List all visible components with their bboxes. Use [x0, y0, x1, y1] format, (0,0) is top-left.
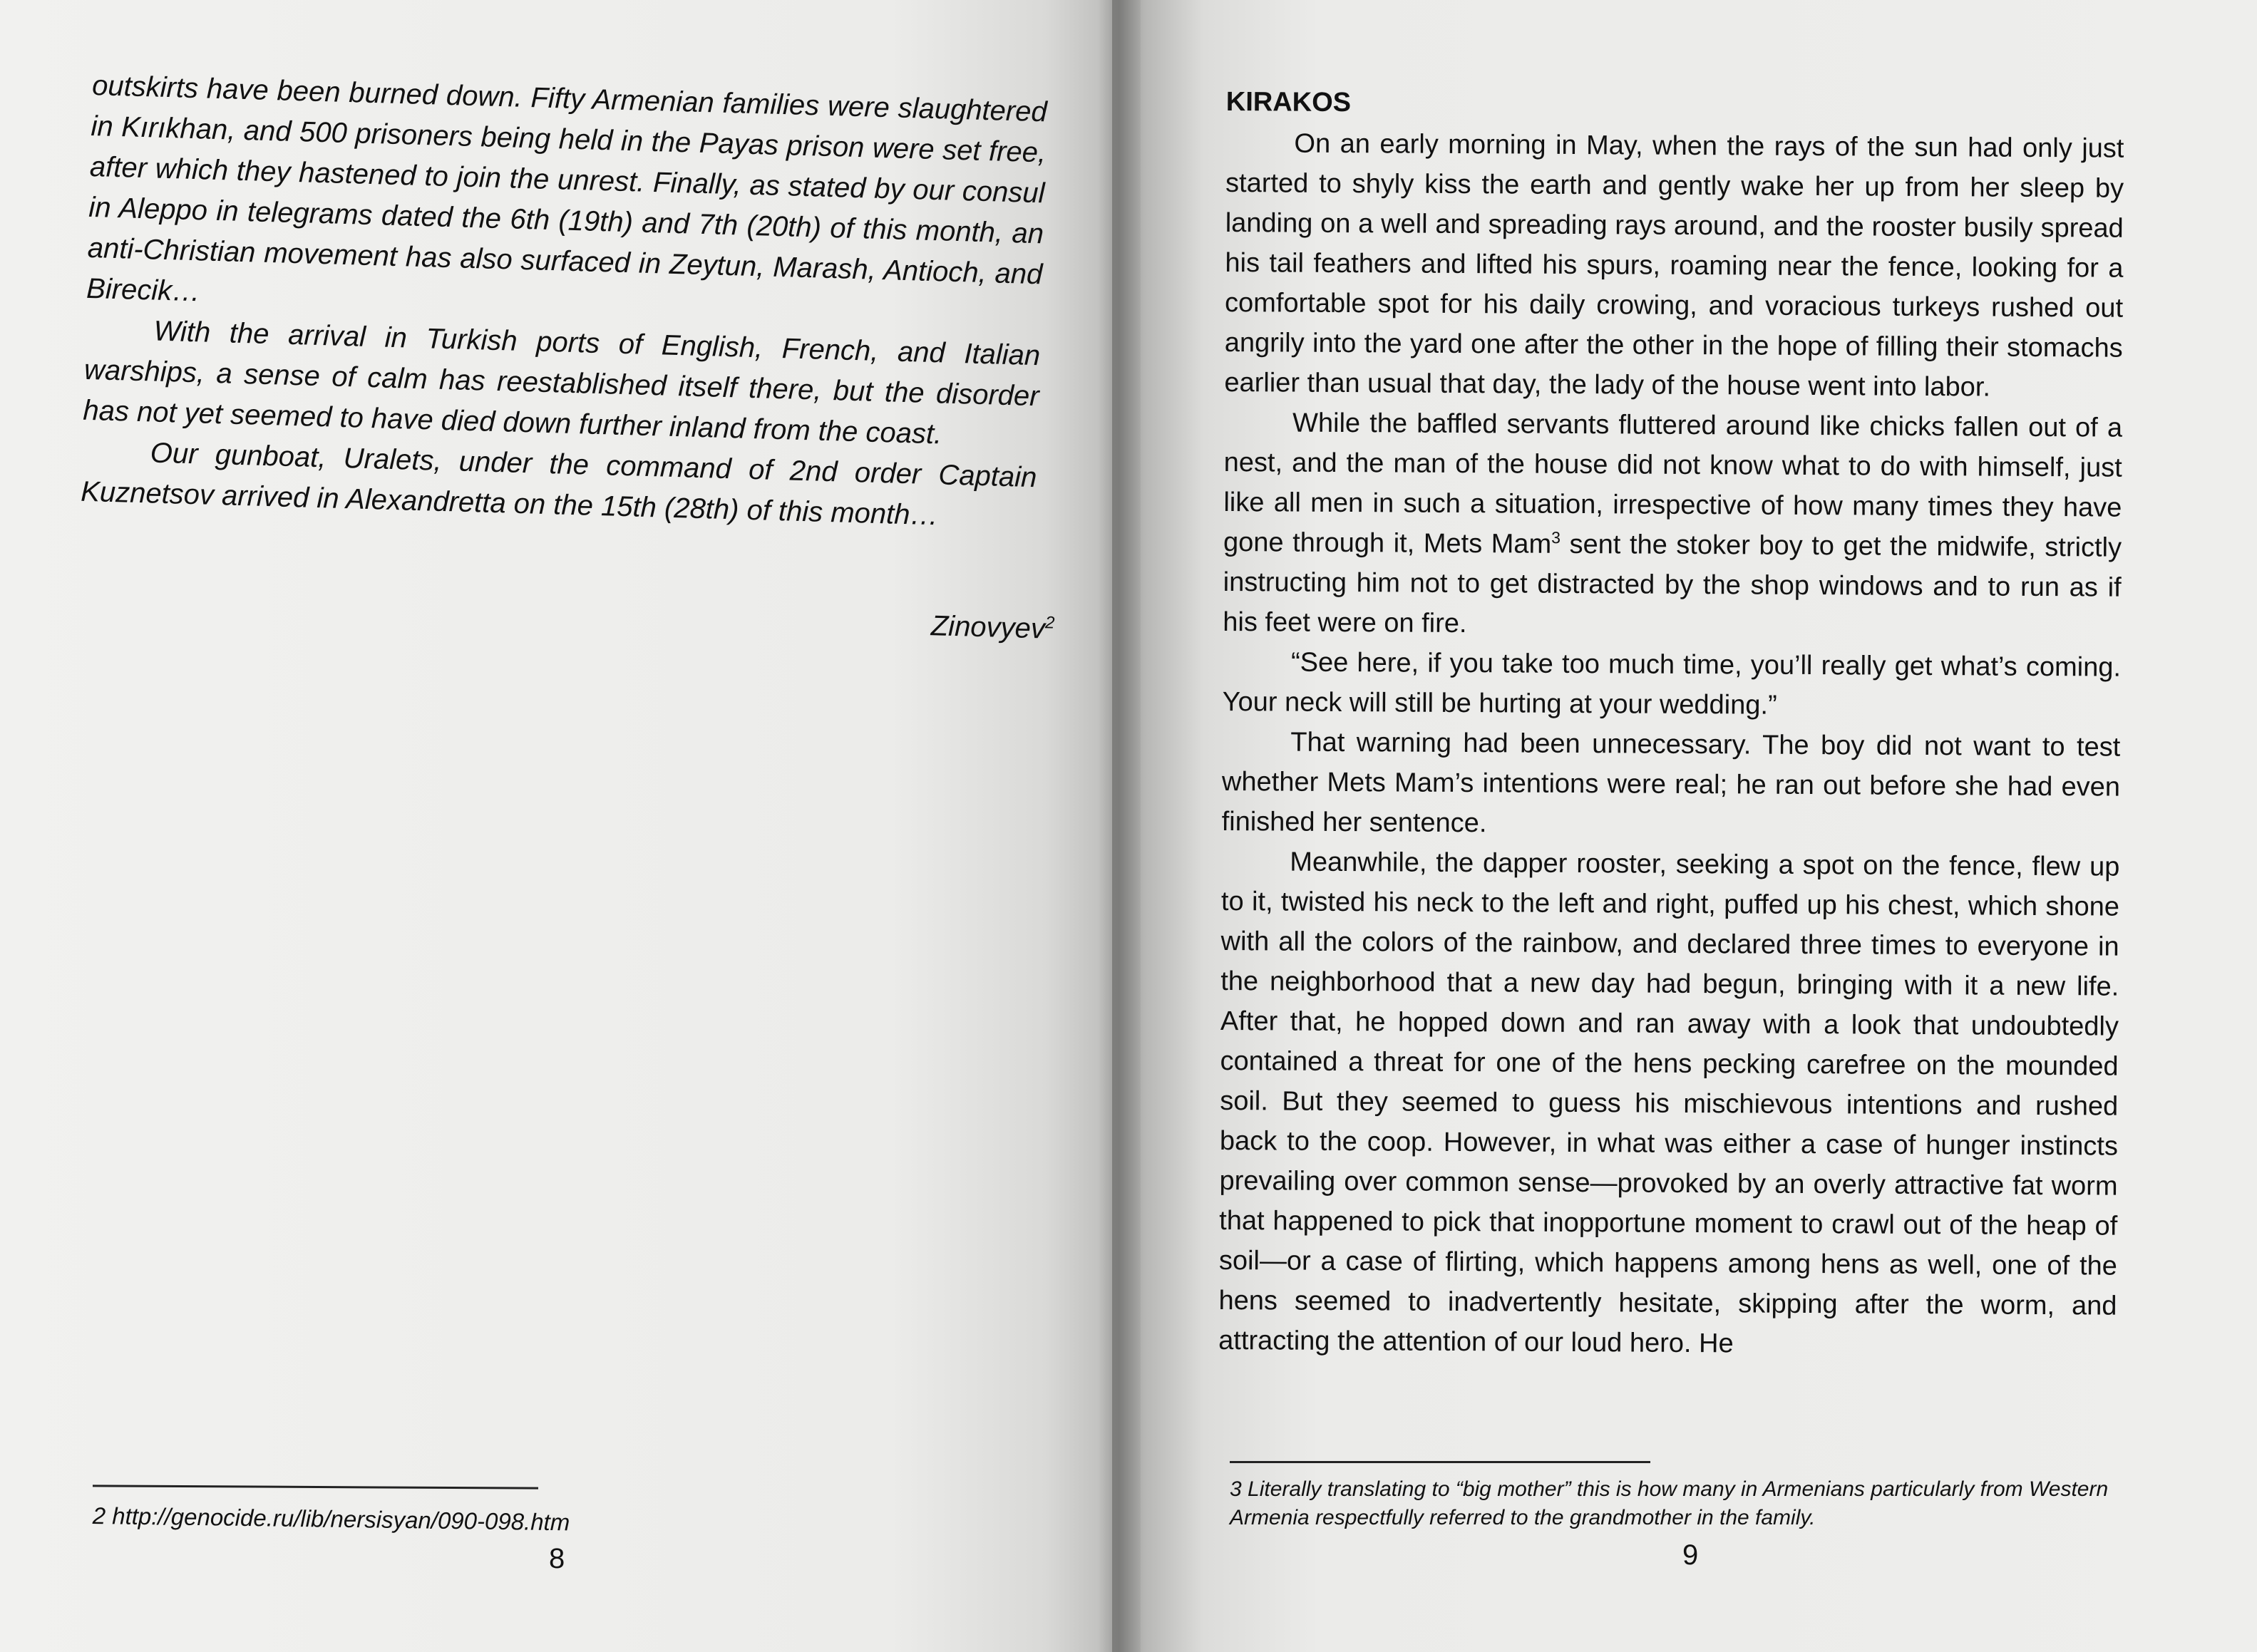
signature [783, 606, 1055, 646]
left-page [0, 0, 1112, 1652]
right-paragraph-3: “See here, if you take too much time, you’ll really get what’s coming. Your neck will still be hurting at your wedding.” [1222, 647, 2122, 721]
right-paragraph-2 [1223, 403, 2122, 648]
signature-name: Zinovyev [930, 610, 1046, 645]
right-page-number: 9 [1682, 1539, 1699, 1571]
book-gutter [1098, 0, 1141, 1652]
right-footnote-number: 3 [1230, 1477, 1242, 1501]
right-footnote-text: Literally translating to “big mother” this is how many in Armenians particularly from Western Armenia respectfully referred to the grandmother in the family. [1230, 1477, 2109, 1529]
left-paragraph-3: Our gunboat, Uralets, under the command of 2nd order Captain Kuznetsov arrived in Alexandretta on the 15th (28th) of this month… [80, 437, 1037, 532]
right-paragraph-2-end: sent the stoker boy to get the midwife, strictly instructing him not to get distracted by the shop windows and to run as if his feet were on fire. [1223, 529, 2122, 639]
right-page-body [1218, 82, 2124, 1366]
right-paragraph-2-start: While the baffled servants fluttered around like chicks fallen out of a nest, and the man of the house did not know what to do with himself, just like all men in such a situation, irrespective of how many times they have gone through it, Mets Mam [1223, 408, 2123, 559]
footnote-ref-3: 3 [1551, 528, 1561, 547]
right-footnote-divider [1230, 1461, 1650, 1463]
left-footnote: 2 http://genocide.ru/lib/nersisyan/090-098.htm [92, 1502, 570, 1536]
right-paragraph-1: On an early morning in May, when the rays of the sun had only just started to shyly kiss the earth and gently wake her up from her sleep by landing on a well and spreading rays around, and the rooster busily spread his tail feathers and lifted his spurs, roaming near the fence, looking for a comfortable spot for his daily crowing, and voracious turkeys rushed out angrily into the yard one after the other in the hope of filling their stomachs earlier than usual that day, the lady of the house went into labor. [1224, 128, 2124, 403]
chapter-title: KIRAKOS [1225, 86, 1352, 118]
right-paragraph-5: Meanwhile, the dapper rooster, seeking a spot on the fence, flew up to it, twisted his neck to the left and right, puffed up his chest, which shone with all the colors of the rainbow, and declared three times to everyone in the neighborhood that a new day had begun, bringing with it a new life. After that, he hopped down and ran away with a look that undoubtedly contained a threat for one of the hens pecking carefree on the mounded soil. But they seemed to guess his mischievous intentions and rushed back to the coop. However, in what was either a case of hunger instincts prevailing over common sense—provoked by an overly attractive fat worm that happened to pick that inopportune moment to crawl out of the heap of soil—or a case of flirting, which happens among hens as well, one of the hens seemed to inadvertently hesitate, skipping after the worm, and attracting the attention of our loud hero. He [1218, 847, 2120, 1359]
left-page-number: 8 [549, 1543, 565, 1574]
left-paragraph-2: With the arrival in Turkish ports of English, French, and Italian warships, a sense of calm has reestablished itself there, but the disorder has not yet seemed to have died down further inland from the coast. [82, 315, 1041, 450]
left-footnote-divider [93, 1485, 538, 1489]
signature-footnote-ref: 2 [1044, 613, 1055, 633]
right-footnote [1230, 1475, 2128, 1532]
left-paragraph-1: outskirts have been burned down. Fifty Armenian families were slaughtered in Kırıkhan, and 500 prisoners being held in the Payas prison were set free, after which they hastened to join the unrest. Finally, as stated by our consul in Aleppo in telegrams dated the 6th (19th) and 7th (20th) of this month, an anti-Christian movement has also surfaced in Zeytun, Marash, Antioch, and Birecik… [86, 69, 1048, 308]
left-page-body [80, 66, 1047, 539]
right-paragraph-4: That warning had been unnecessary. The boy did not want to test whether Mets Mam’s intentions were real; he ran out before she had even finished her sentence. [1221, 727, 2121, 839]
